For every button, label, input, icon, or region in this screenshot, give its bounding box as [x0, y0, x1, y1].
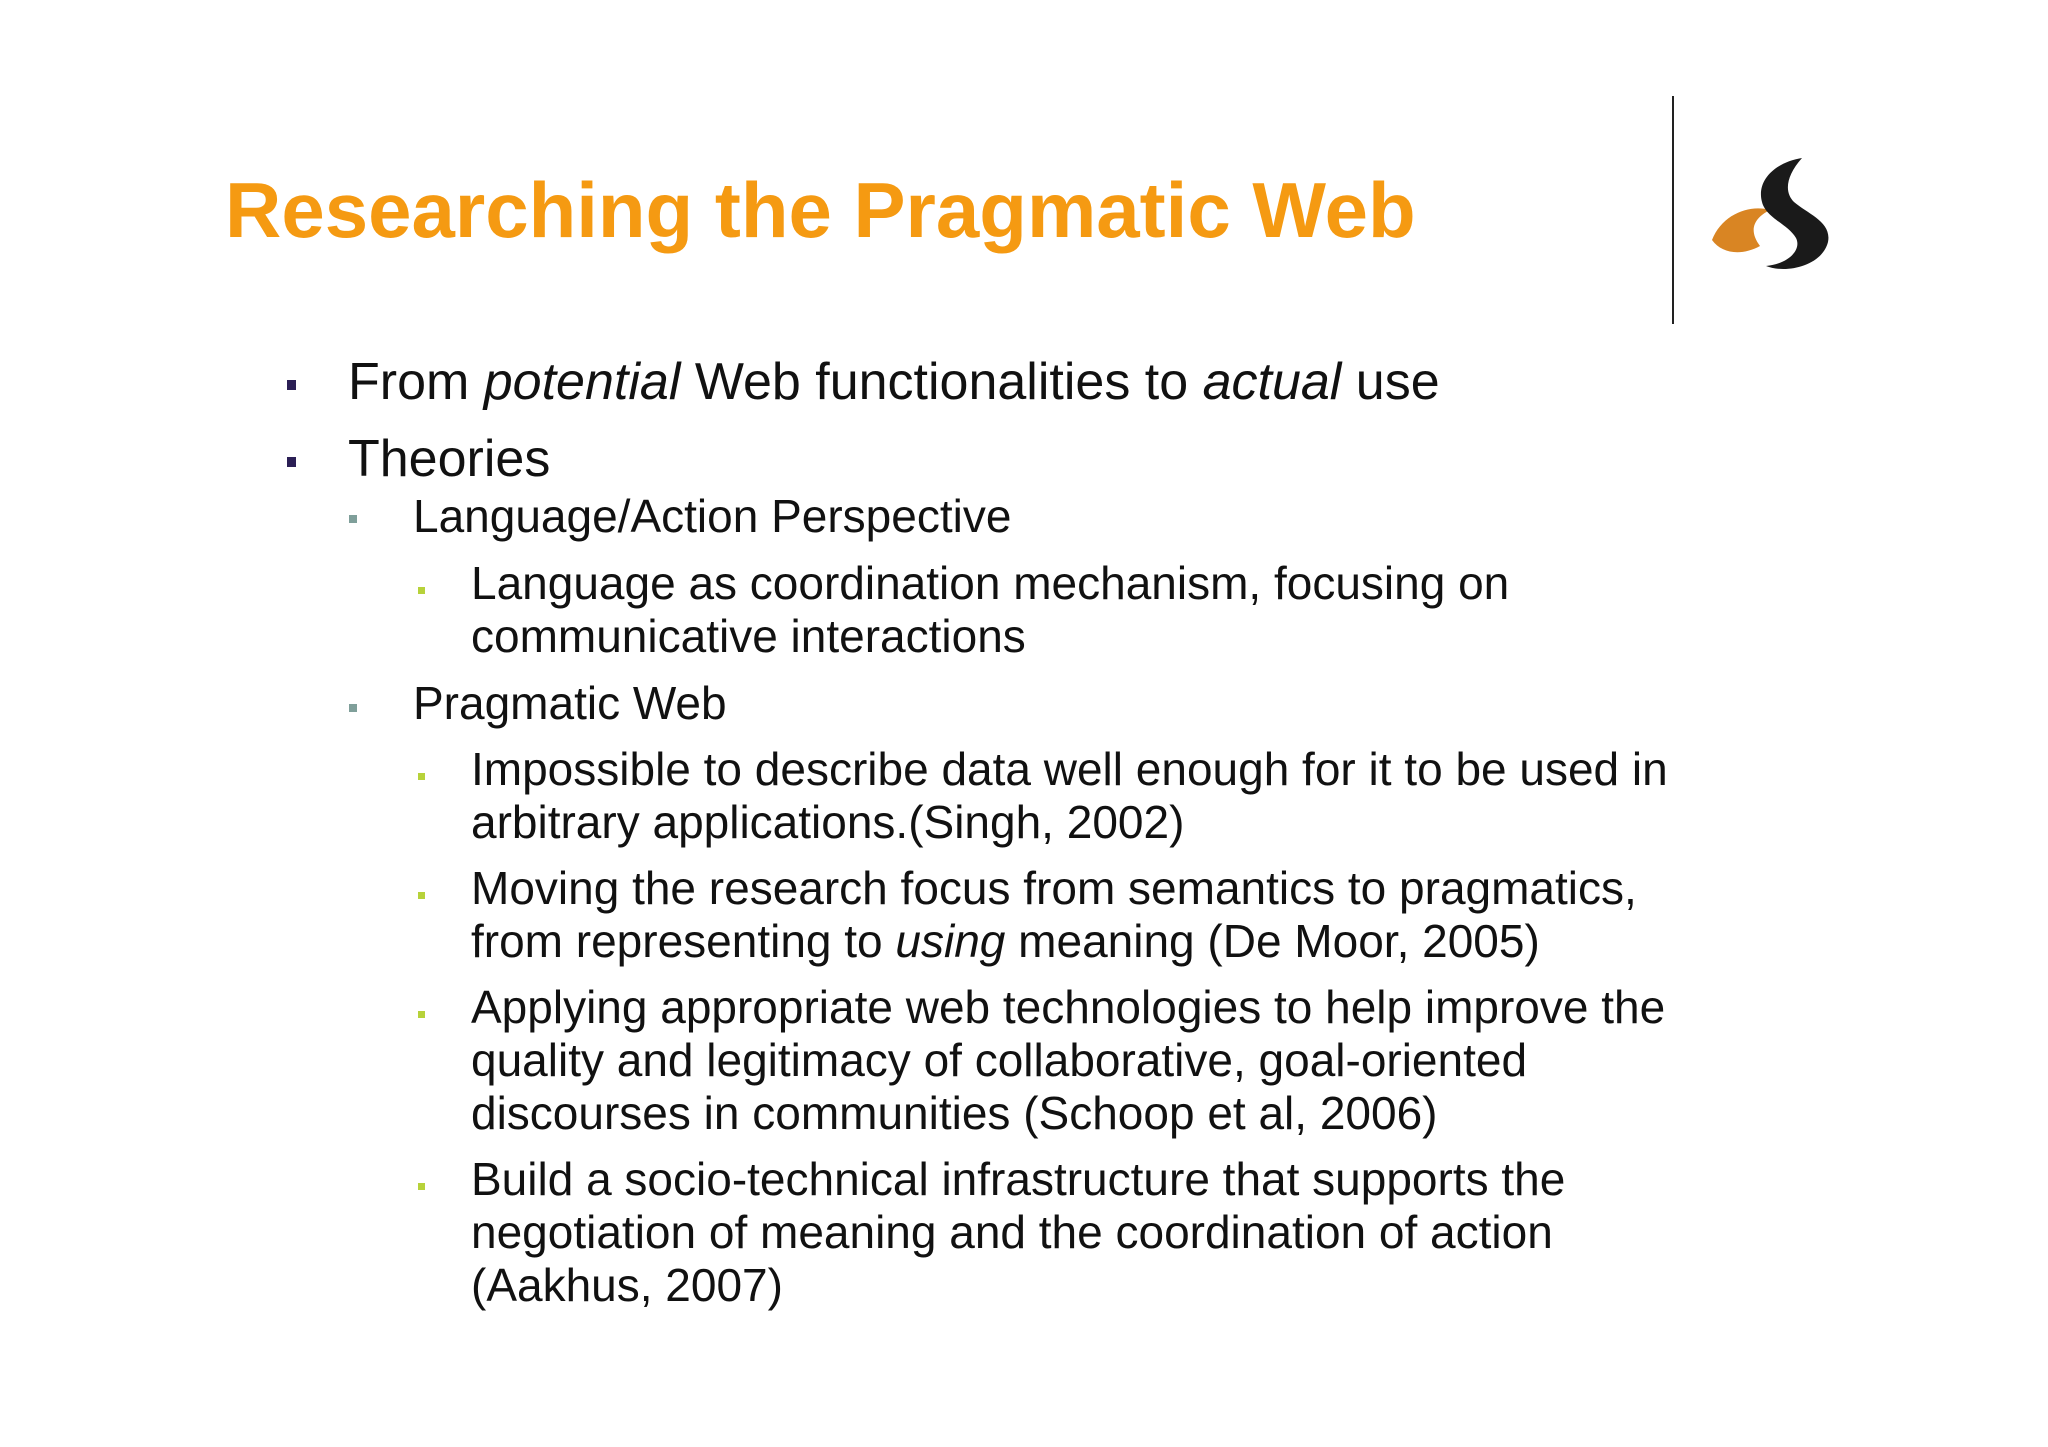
list-item: Theories	[348, 430, 551, 488]
bullet-marker	[418, 1011, 425, 1018]
bullet-marker	[418, 892, 425, 899]
bullet-marker	[349, 704, 357, 712]
list-item: Language/Action Perspective	[413, 490, 1012, 542]
list-item: Applying appropriate web technologies to help improve the quality and legitimacy of collaborative, goal-oriented discourses in communities (Schoop et al, 2006)	[471, 981, 1666, 1139]
logo-black-s	[1761, 158, 1829, 269]
bullet-marker	[418, 773, 425, 780]
bullet-marker	[418, 587, 425, 594]
list-item: Build a socio-technical infrastructure that supports the negotiation of meaning and the coordination of action (Aakhus, 2007)	[471, 1153, 1566, 1311]
list-item: From potential Web functionalities to actual use	[348, 353, 1440, 411]
list-item: Impossible to describe data well enough for it to be used in arbitrary applications.(Singh, 2002)	[471, 743, 1668, 848]
bullet-marker	[287, 380, 296, 390]
slide-title: Researching the Pragmatic Web	[225, 166, 1416, 254]
s-logo-icon	[1704, 152, 1834, 282]
bullet-marker	[287, 457, 296, 467]
title-divider	[1672, 96, 1674, 324]
list-item: Language as coordination mechanism, focusing on communicative interactions	[471, 557, 1510, 662]
list-item: Moving the research focus from semantics to pragmatics, from representing to using meaning (De Moor, 2005)	[471, 862, 1637, 967]
list-item: Pragmatic Web	[413, 677, 727, 729]
bullet-marker	[349, 515, 357, 523]
bullet-marker	[418, 1183, 425, 1190]
logo-orange-swoosh	[1712, 208, 1770, 252]
